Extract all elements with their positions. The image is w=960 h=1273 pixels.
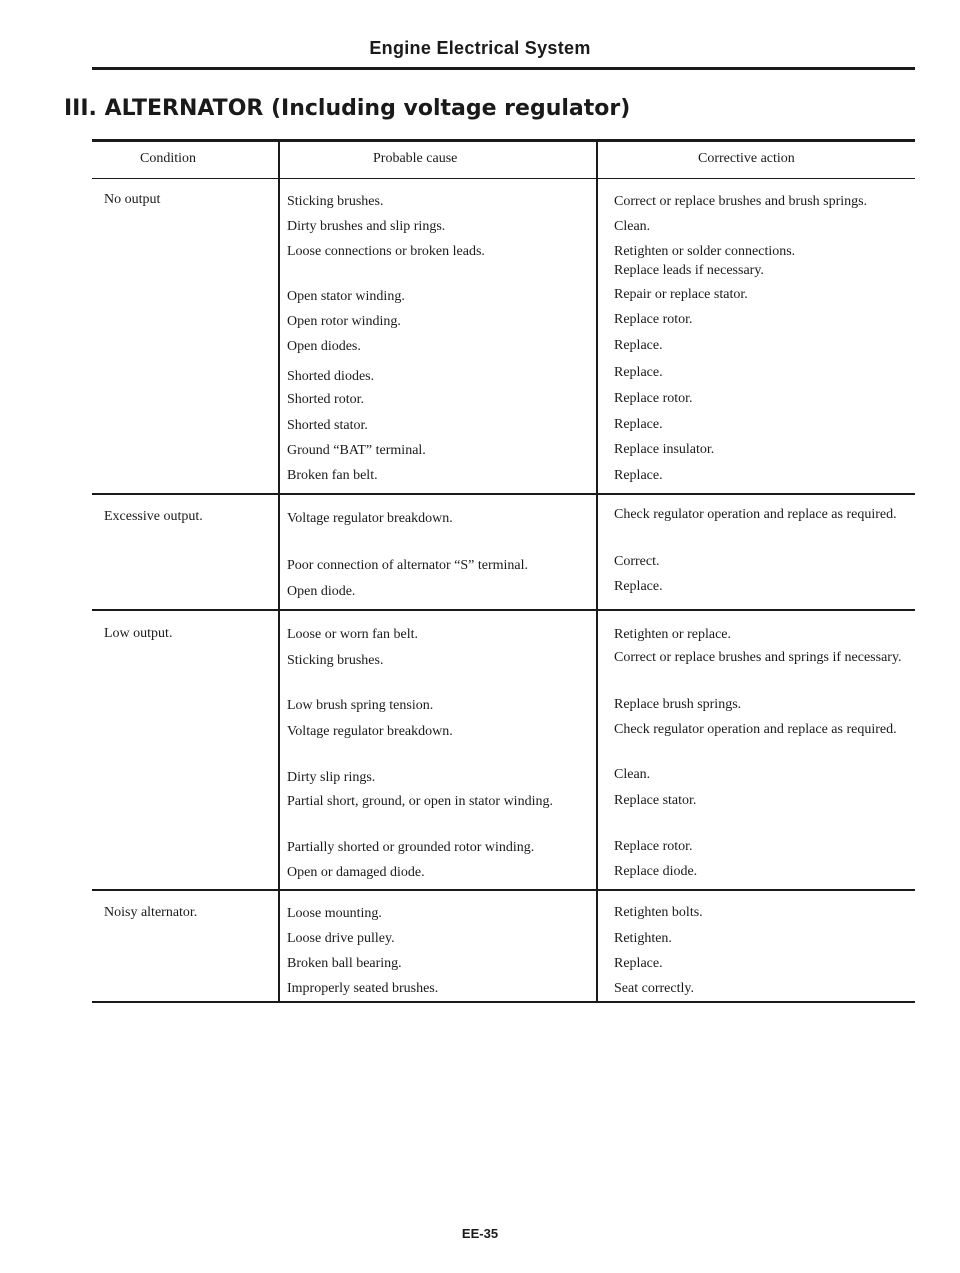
column-header-condition: Condition	[140, 151, 197, 166]
condition-cell: Low output.	[104, 626, 173, 641]
condition-cell: No output	[104, 192, 161, 207]
condition-cell: Noisy alternator.	[104, 905, 198, 920]
action-cell: Retighten or solder connections.	[614, 244, 796, 259]
condition-cell: Excessive output.	[104, 509, 203, 524]
header-row-rule	[92, 178, 915, 179]
action-cell: Replace.	[614, 365, 663, 380]
action-cell: Replace diode.	[614, 864, 698, 879]
action-cell: Correct or replace brushes and springs if necessary.	[614, 650, 902, 665]
cause-cell: Dirty slip rings.	[287, 770, 376, 785]
column-divider	[278, 142, 280, 1002]
action-cell: Retighten or replace.	[614, 627, 732, 642]
cause-cell: Loose drive pulley.	[287, 931, 395, 946]
row-divider	[92, 889, 915, 891]
action-cell: Check regulator operation and replace as required.	[614, 507, 897, 522]
column-divider	[596, 142, 598, 1002]
action-cell: Correct.	[614, 554, 660, 569]
cause-cell: Open rotor winding.	[287, 314, 401, 329]
page-header: Engine Electrical System	[369, 38, 591, 58]
cause-cell: Partially shorted or grounded rotor winding.	[287, 840, 535, 855]
column-header-corrective-action: Corrective action	[698, 151, 795, 166]
cause-cell: Shorted rotor.	[287, 392, 364, 407]
action-cell: Replace rotor.	[614, 839, 693, 854]
header-rule	[92, 67, 915, 70]
cause-cell: Open diode.	[287, 584, 356, 599]
action-cell: Clean.	[614, 219, 651, 234]
cause-cell: Improperly seated brushes.	[287, 981, 439, 996]
section-title: III. ALTERNATOR (Including voltage regulator)	[64, 96, 631, 121]
action-cell: Replace.	[614, 468, 663, 483]
cause-cell: Shorted stator.	[287, 418, 368, 433]
cause-cell: Open or damaged diode.	[287, 865, 425, 880]
cause-cell: Dirty brushes and slip rings.	[287, 219, 446, 234]
page-number: EE-35	[461, 1226, 499, 1241]
action-cell: Replace rotor.	[614, 312, 693, 327]
title-rule	[92, 139, 915, 142]
cause-cell: Loose or worn fan belt.	[287, 627, 419, 642]
cause-cell: Loose mounting.	[287, 906, 382, 921]
action-cell: Retighten bolts.	[614, 905, 703, 920]
cause-cell: Loose connections or broken leads.	[287, 244, 485, 259]
action-cell: Replace.	[614, 956, 663, 971]
cause-cell: Broken fan belt.	[287, 468, 378, 483]
action-cell: Replace.	[614, 417, 663, 432]
action-cell: Check regulator operation and replace as required.	[614, 722, 897, 737]
cause-cell: Broken ball bearing.	[287, 956, 402, 971]
cause-cell: Open stator winding.	[287, 289, 405, 304]
action-cell: Replace insulator.	[614, 442, 715, 457]
table-bottom-rule	[92, 1001, 915, 1003]
action-cell: Retighten.	[614, 931, 672, 946]
action-cell: Clean.	[614, 767, 651, 782]
action-cell: Replace rotor.	[614, 391, 693, 406]
action-cell: Correct or replace brushes and brush springs.	[614, 194, 868, 209]
column-header-probable-cause: Probable cause	[373, 151, 458, 166]
cause-cell: Sticking brushes.	[287, 194, 384, 209]
action-cell: Replace brush springs.	[614, 697, 742, 712]
row-divider	[92, 493, 915, 495]
cause-cell: Shorted diodes.	[287, 369, 375, 384]
action-cell: Replace.	[614, 579, 663, 594]
cause-cell: Ground “BAT” terminal.	[287, 443, 426, 458]
cause-cell: Open diodes.	[287, 339, 361, 354]
cause-cell: Partial short, ground, or open in stator winding.	[287, 794, 553, 809]
cause-cell: Low brush spring tension.	[287, 698, 434, 713]
cause-cell: Poor connection of alternator “S” terminal.	[287, 558, 529, 573]
row-divider	[92, 609, 915, 611]
cause-cell: Sticking brushes.	[287, 653, 384, 668]
action-cell: Replace.	[614, 338, 663, 353]
action-cell: Repair or replace stator.	[614, 287, 748, 302]
cause-cell: Voltage regulator breakdown.	[287, 511, 453, 526]
cause-cell: Voltage regulator breakdown.	[287, 724, 453, 739]
action-cell: Replace leads if necessary.	[614, 263, 764, 278]
action-cell: Replace stator.	[614, 793, 697, 808]
action-cell: Seat correctly.	[614, 981, 694, 996]
